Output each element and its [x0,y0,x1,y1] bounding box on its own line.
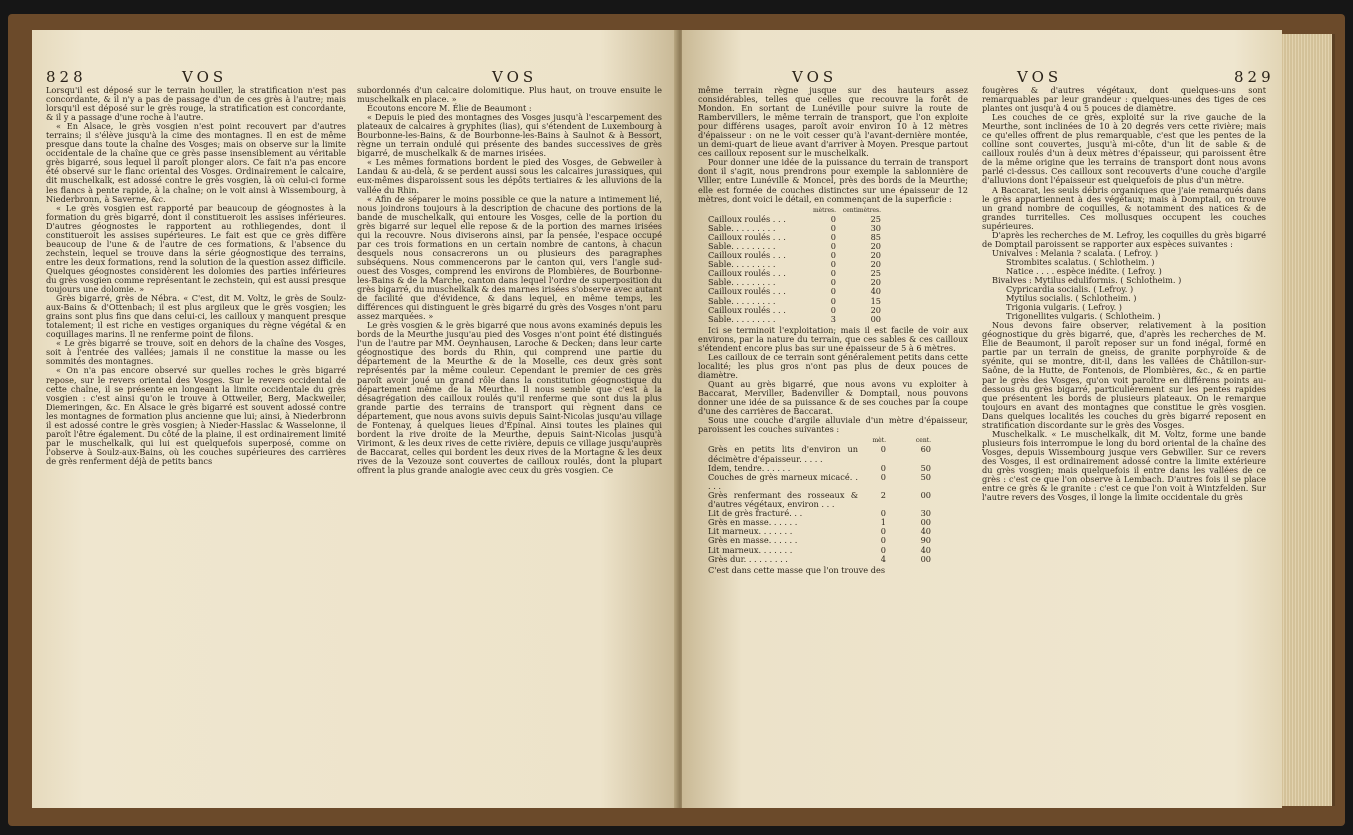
fossil-species: Trigonia vulgaris. ( Lefroy. ) [1006,302,1123,313]
layer-label: Couches de grès marneux micacé. . . . . [708,471,858,491]
layer-metres: 0 [830,268,836,279]
left-column-2 [357,86,662,808]
layer-label: Sable. . . . . . . . . [708,240,776,251]
layer-centimetres: 40 [920,526,931,537]
layer-label: Cailloux roulés . . . [708,213,786,224]
paragraph: Sous une couche d'argile alluviale d'un mètre d'épaisseur, paroissent les couches suivantes : [698,415,968,435]
paragraph: C'est dans cette masse que l'on trouve des [708,564,886,575]
paragraph: Le grès vosgien & le grès bigarré que nous avons examinés depuis les bords de la Meurthe jusqu'au pied des Vosges n'ont point été distingués l'un de l'autre par MM. Oeynhausen, Laroche & Decken; dans leur carte géognostique des bords du Rhin, qui comprend une partie du département de la Meurthe & de la Moselle, ces deux grès sont représentés par la même couleur. Cependant le premier de ces grès paroît avoir joué un grand rôle dans la constitution géognostique du département même de la Meurthe. Il nous semble que c'est à la désagrégation des cailloux roulés qu'il renferme que sont dus la plus grande partie des terrains de transport qui règnent dans ce département, que nous avons suivis depuis Saint-Nicolas jusqu'au village de Fontenay, à quelques lieues d'Épinal. Ainsi toutes les plaines qui bordent la rive droite de la Meurthe, depuis Saint-Nicolas jusqu'à Virimont, & les deux rives de cette rivière, depuis ce village jusqu'auprès de Baccarat, celles qui bordent les deux rives de la Mortagne & les deux rives de la Vezouze sont couvertes de cailloux roulés, dont la plupart offrent la plus grande analogie avec ceux du grès vosgien. Ce [357,320,662,475]
layer-centimetres: 00 [920,517,931,528]
table-row [708,445,968,463]
paragraph: « On n'a pas encore observé sur quelles roches le grès bigarré repose, sur le revers oriental des Vosges. Sur le revers occidental de cette chaîne, il se présente en longeant la limite occidentale du grès vosgien : c'est ainsi qu'on le trouve à Ottweiler, Berg, Mackweiler, Diemeringen, &c. En Alsace le grès bigarré est souvent adossé contre les montagnes de formation plus ancienne que lui; ainsi, à Niederbronn il est adossé contre le grès vosgien; à Nieder-Hasslac & Wasselonne, il paroît l'être également. Du côté de la plaine, il est ordinairement limité par le muschelkalk, qui lui est quelquefois superposé, comme on l'observe à Soulz-aux-Bains, où les couches supérieures des carrières de grès renferment déjà de petits bancs [46,365,346,466]
layer-label: Grès en petits lits d'environ un décimètre d'épaisseur. . . . . [708,444,858,464]
paragraph: Les couches de ce grès, exploité sur la rive gauche de la Meurthe, sont inclinées de 10 à 20 degrés vers cette rivière; mais ce qu'elles offrent de plus remarquable, c'est que les pentes de la colline sont couvertes, jusqu'à mi-côte, d'un lit de sable & de cailloux roulés d'un à deux mètres d'épaisseur, qui paroissent être de la même origine que les terrains de transport dont nous avons parlé ci-dessus. Ces cailloux sont recouverts d'une couche d'argile d'alluvions dont l'épaisseur est quelquefois de plus d'un mètre. [982,112,1266,186]
paragraph: subordonnés d'un calcaire dolomitique. Plus haut, on trouve ensuite le muschelkalk en place. » [357,86,662,105]
fossil-species: Bivalves : Mytilus eduliformis. ( Schlotheim. ) [992,274,1182,285]
layer-metres: 0 [830,222,836,233]
unit-metres: mètres. [812,206,836,214]
right-page [682,30,1282,808]
layer-centimetres: 25 [870,213,881,224]
right-page-number: 829 [1234,68,1275,86]
paragraph: « Le grès bigarré se trouve, soit en dehors de la chaîne des Vosges, soit à l'entrée des vallées; jamais il ne constitue la masse ou les sommités des montagnes. [46,338,346,367]
left-column-1 [46,86,346,808]
paragraph: « Les mêmes formations bordent le pied des Vosges, de Gebweiler à Landau & au-delà, & se perdent aussi sous les calcaires jurassiques, qui eux-mêmes disparoissent sous les dépôts tertiaires & les alluvions de la vallée du Rhin. [357,157,662,195]
layer-metres: 0 [830,250,836,261]
layer-label: Sable. . . . . . . . . [708,313,776,324]
layer-metres: 0 [830,213,836,224]
layer-centimetres: 50 [920,462,931,473]
layer-metres: 0 [830,240,836,251]
layer-centimetres: 30 [870,222,881,233]
layer-label: Cailloux roulés . . . [708,231,786,242]
layer-centimetres: 40 [920,544,931,555]
layer-label: Sable. . . . . . . . . [708,259,776,270]
layer-label: Grès en masse. . . . . . [708,517,798,528]
layer-label: Lit de grès fracturé. . . [708,508,803,519]
left-page-number: 828 [46,68,87,86]
paragraph: Quant au grès bigarré, que nous avons vu exploiter à Baccarat, Merviller, Badenviller & Domptail, nous pouvons donner une idée de sa puissance & de ses couches par la coupe d'une des carrières de Baccarat. [698,379,968,417]
layer-metres: 0 [880,535,886,546]
layer-centimetres: 25 [870,268,881,279]
fossil-species: Trigonellites vulgaris. ( Schlotheim. ) [1006,311,1161,322]
layer-label: Sable. . . . . . . . . [708,222,776,233]
layer-metres: 4 [880,553,886,564]
right-header-vos-1: VOS [792,68,838,86]
unit-metres: mèt. [872,437,886,445]
right-column-2 [982,86,1266,808]
layer-centimetres: 20 [870,259,881,270]
layer-centimetres: 20 [870,250,881,261]
layer-metres: 2 [880,489,886,500]
layer-centimetres: 60 [920,444,931,455]
fossil-species: Strombites scalatus. ( Schlotheim. ) [1006,256,1155,267]
fossil-species: Cypricardia socialis. ( Lefroy. ) [1006,284,1134,295]
paragraph: Grès bigarré, grès de Nébra. « C'est, dit M. Voltz, le grès de Soulz-aux-Bains & d'Ottenbach; il est plus argileux que le grès vosgien; les grains sont plus fins que dans celui-ci, les cailloux y manquent presque totalement; il est riche en vestiges organiques du règne végétal & en coquillages marins. Il ne renferme point de filons. [46,293,346,340]
layer-centimetres: 50 [920,471,931,482]
paragraph: Muschelkalk. « Le muschelkalk, dit M. Voltz, forme une bande plusieurs fois interrompue le long du bord oriental de la chaîne des Vosges, depuis Wissembourg jusque vers Gebwiller. Sur ce revers des Vosges, il est ordinairement adossé contre la limite extérieure du grès vosgien; mais quelquefois il entre dans les vallées de ce grès : c'est ce que l'on observe à Lembach. D'autres fois il se place entre ce grès & le granite : c'est ce que l'on voit à Wintzfelden. Sur l'autre revers des Vosges, il longe la limite occidentale du grès [982,428,1266,503]
right-column-1 [698,86,968,808]
table-row [708,473,968,491]
paragraph: Écoutons encore M. Élie de Beaumont : [367,103,532,114]
layer-label: Cailloux roulés . . . [708,250,786,261]
fossil-species: Univalves : Melania ? scalata. ( Lefroy. ) [992,247,1159,258]
layer-centimetres: 85 [870,231,881,242]
layer-metres: 0 [880,462,886,473]
layer-label: Grès en masse. . . . . . [708,535,798,546]
layer-centimetres: 15 [870,295,881,306]
layer-centimetres: 30 [920,508,931,519]
layer-metres: 0 [830,277,836,288]
left-page [32,30,678,808]
paragraph: Pour donner une idée de la puissance du terrain de transport dont il s'agit, nous prendrons pour exemple la sablonnière de Viller, entre Lunéville & Moncel, près des bords de la Meurthe; elle est formée de couches distinctes sur une épaisseur de 12 mètres, dont voici le détail, en commençant de la superficie : [698,157,968,204]
layer-centimetres: 20 [870,240,881,251]
paragraph: fougères & d'autres végétaux, dont quelques-uns sont remarquables par leur grandeur : quelques-unes des tiges de ces plantes ont jusqu'à 4 ou 5 pouces de diamètre. [982,86,1266,114]
layer-centimetres: 40 [870,286,881,297]
page-edges [1282,34,1335,806]
layer-metres: 0 [830,295,836,306]
paragraph: Ici se terminoit l'exploitation; mais il est facile de voir aux environs, par la nature du terrain, que ces sables & ces cailloux s'étendent encore plus bas sur une épaisseur de 5 à 6 mètres. [698,324,968,353]
layer-label: Cailloux roulés . . . [708,304,786,315]
layer-metres: 0 [830,286,836,297]
sablonniere-layer-table [708,206,968,324]
fossil-species: Natice . . . . espèce inédite. ( Lefroy. ) [1006,265,1162,276]
paragraph: Nous devons faire observer, relativement à la position géognostique du grès bigarré, que, d'après les recherches de M. Élie de Beaumont, il paroît reposer sur un fond inégal, formé en partie par un terrain de gneiss, de granite porphyroïde & de syénite, qui se montre, dit-il, dans les vallées de Châtillon-sur-Saône, de la Hutte, de Fontenois, de Plombières, &c., & en partie par le grès des Vosges, qu'on voit paroître en différens points au-dessous du grès bigarré, particulièrement sur les pentes rapides que présentent les bords de plusieurs plateaux. On le remarque toujours en avant des montagnes que constitue le grès vosgien. Dans quelques localités les couches du grès bigarré reposent en stratification discordante sur le grès des Vosges. [982,320,1266,430]
unit-centimetres: cent. [915,437,931,445]
layer-metres: 3 [830,313,836,324]
table-row [708,491,968,509]
baccarat-quarry-table [708,436,968,563]
paragraph: « Afin de séparer le moins possible ce que la nature a intimement lié, nous joindrons toujours à la description de chacune des portions de la bande de muschelkalk, qui entoure les Vosges, celle de la portion du grès bigarré sur lequel elle repose & de la portion des marnes irisées qui la recouvre. Nous diviserons ainsi, par la pensée, l'espace occupé par ces trois formations en un certain nombre de cantons, à chacun desquels nous consacrerons un ou plusieurs des paragraphes subséquens. Nous commencerons par le canton qui, vers l'angle sud-ouest des Vosges, comprend les environs de Plombières, de Bourbonne-les-Bains & de la Marche, canton dans lequel l'ordre de superposition du grès bigarré, du muschelkalk & des marnes irisées s'observe avec autant de facilité que d'évidence, & dans lequel, en même temps, les différences qui distinguent le grès bigarré du grès des Vosges n'ont paru assez marquées. » [357,193,662,322]
paragraph: « En Alsace, le grès vosgien n'est point recouvert par d'autres terrains; il s'élève jusqu'à la cime des montagnes. Il en est de même presque dans toute la chaîne des Vosges; mais on observe sur la limite occidentale de la chaîne que ce grès passe insensiblement au véritable grès bigarré, sous lequel il paroît plonger alors. Ce fait n'a pas encore été observé sur le flanc oriental des Vosges. Ordinairement le calcaire, dit muschelkalk, est adossé contre le grès vosgien, là où celui-ci forme les flancs à pente rapide, à la chaîne; on le voit ainsi à Wissembourg, à Niederbronn, à Saverne, &c. [46,121,346,204]
layer-metres: 0 [830,304,836,315]
layer-centimetres: 00 [920,489,931,500]
layer-label: Lit marneux. . . . . . . [708,544,793,555]
layer-metres: 0 [880,544,886,555]
paragraph: D'après les recherches de M. Lefroy, les coquilles du grès bigarré de Domptail paroissent se rapporter aux espèces suivantes : [982,229,1266,249]
table-row [708,315,968,324]
layer-metres: 0 [880,471,886,482]
right-header-vos-2: VOS [1017,68,1063,86]
layer-centimetres: 20 [870,304,881,315]
layer-label: Sable. . . . . . . . . [708,295,776,306]
left-header-vos-1: VOS [182,68,228,86]
paragraph: Les cailloux de ce terrain sont généralement petits dans cette localité; les plus gros n'ont pas plus de deux pouces de diamètre. [698,351,968,381]
left-header-vos-2: VOS [492,68,538,86]
layer-metres: 0 [830,231,836,242]
layer-metres: 0 [880,526,886,537]
layer-label: Cailloux roulés . . . [708,268,786,279]
layer-label: Grès dur. . . . . . . . . [708,553,788,564]
layer-centimetres: 00 [920,553,931,564]
layer-centimetres: 00 [870,313,881,324]
layer-label: Sable. . . . . . . . . [708,277,776,288]
paragraph: même terrain règne jusque sur des hauteurs assez considérables, telles que celles que recouvre la forêt de Mondon. En sortant de Lunéville pour suivre la route de Rambervillers, le même terrain de transport, que l'on exploite pour différens usages, paroît avoir environ 10 à 12 mètres d'épaisseur : on ne le voit cesser qu'à l'avant-dernière montée, un demi-quart de lieue avant d'arriver à Moyen. Presque partout ces cailloux reposent sur le muschelkalk. [698,86,968,159]
table-row [708,555,968,564]
layer-label: Idem, tendre. . . . . . [708,462,791,473]
paragraph: A Baccarat, les seuls débris organiques que j'aie remarqués dans le grès appartiennent à des végétaux; mais à Domptail, on trouve un grand nombre de coquilles, & notamment des natices & de grandes turritelles. Ces mollusques occupent les couches supérieures. [982,184,1266,231]
layer-metres: 1 [880,517,886,528]
layer-label: Cailloux roulés . . . [708,286,786,297]
unit-centimetres: centimètres. [842,206,881,214]
paragraph: Lorsqu'il est déposé sur le terrain houiller, la stratification n'est pas concordante, & il n'y a pas de passage d'un de ces grès à l'autre; mais lorsqu'il est déposé sur le grès rouge, la stratification est concordante, & il y a passage d'une roche à l'autre. [46,86,346,123]
layer-centimetres: 90 [920,535,931,546]
layer-label: Grès renfermant des rosseaux & d'autres végétaux, environ . . . [708,489,858,510]
fossil-species: Mytilus socialis. ( Schlotheim. ) [1006,293,1137,304]
paragraph: « Le grès vosgien est rapporté par beaucoup de géognostes à la formation du grès bigarré, dont il constitueroit les assises inférieures. D'autres géognostes le rapportent au rothliegendes, dont il constitueroit les assises supérieures. Le fait est que ce grès diffère beaucoup de l'une & de l'autre de ces formations, & l'absence du zechstein, lequel se trouve dans la série géognostique des terrains, entre les deux formations, rend la solution de la question assez difficile. Quelques géognostes considèrent les dolomies des parties inférieures du grès vosgien comme représentant le zechstein, qui est aussi presque toujours une dolomie. » [46,202,346,295]
layer-metres: 0 [880,508,886,519]
paragraph: « Depuis le pied des montagnes des Vosges jusqu'à l'escarpement des plateaux de calcaires à gryphites (lias), qui s'étendent de Luxembourg à Bourbonne-les-Bains, & de Bourbonne-les-Bains à Saulnot & à Bessort, règne un terrain ondulé qui présente des bandes successives de grès bigarré, de muschelkalk & de marnes irisées. [357,112,662,159]
layer-metres: 0 [880,444,886,455]
layer-label: Lit marneux. . . . . . . [708,526,793,537]
layer-metres: 0 [830,259,836,270]
layer-centimetres: 20 [870,277,881,288]
fossil-species-list [992,249,1266,321]
